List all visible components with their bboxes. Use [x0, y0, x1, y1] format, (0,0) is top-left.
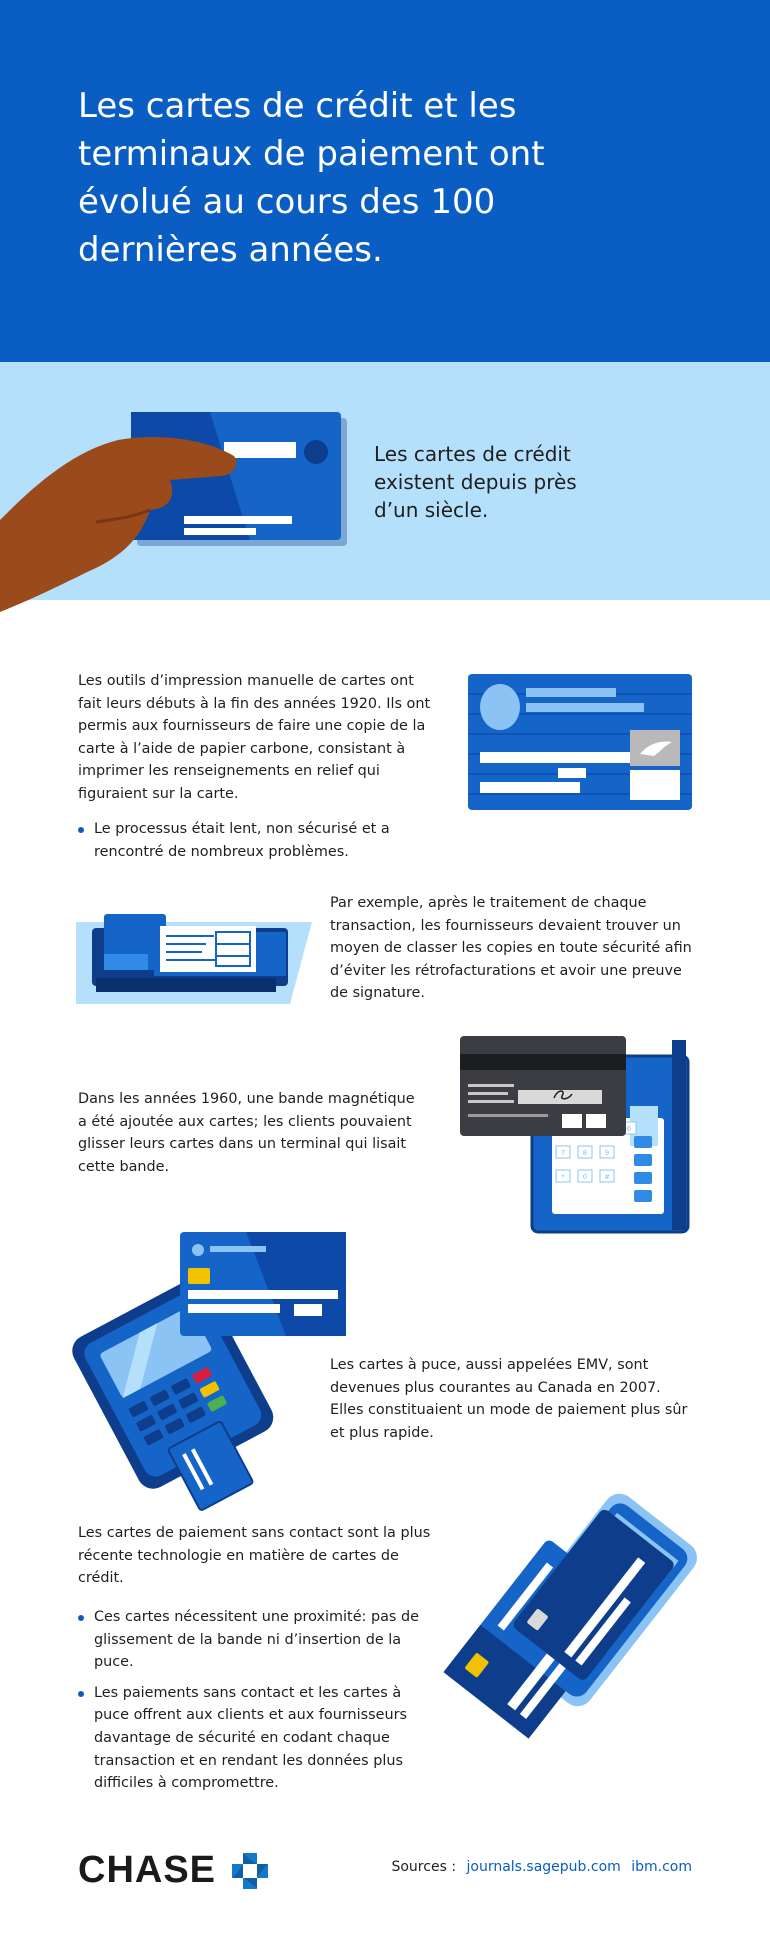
- section2-text: Par exemple, après le traitement de chaque transaction, les fournisseurs devaient trouver un moyen de classer les copies en toute sécurité afin d’éviter les rétrofacturations et avoir une preuve de signature.: [330, 895, 692, 1002]
- chase-octagon-logo-icon: [232, 1853, 268, 1889]
- sources: [391, 1859, 692, 1875]
- key-star: *: [561, 1173, 565, 1181]
- key-7: 7: [560, 1149, 566, 1157]
- section1-text: Les outils d’impression manuelle de cartes ont fait leurs débuts à la fin des années 1920. Ils ont permis aux fournisseurs de faire une copie de la carte à l’aide de papier carbone, consistant à imprimer les renseignements en relief qui figuraient sur la carte.: [78, 673, 431, 802]
- hero-banner: [0, 0, 770, 362]
- key-0: 0: [582, 1173, 588, 1181]
- section1-bullets: [78, 818, 398, 863]
- key-9: 9: [604, 1149, 610, 1157]
- sources-label: Sources :: [391, 1859, 457, 1875]
- embossed-card-illustration: [468, 674, 692, 810]
- hand-holding-card-illustration: [0, 400, 360, 620]
- section1-bullet: Le processus était lent, non sécurisé et a rencontré de nombreux problèmes.: [78, 818, 398, 863]
- section5-bullet-2: Les paiements sans contact et les cartes à puce offrent aux clients et aux fournisseurs davantage de sécurité en codant chaque transaction et en rendant les données plus difficiles à compromettre.: [78, 1682, 424, 1795]
- section5-text: Les cartes de paiement sans contact sont la plus récente technologie en matière de cartes de crédit.: [78, 1525, 431, 1587]
- manual-imprinter-illustration: [76, 894, 312, 1004]
- magstripe-card: [460, 1036, 626, 1136]
- section4-text: Les cartes à puce, aussi appelées EMV, sont devenues plus courantes au Canada en 2007. Elles constituaient un mode de paiement plus sûr et plus rapide.: [330, 1357, 688, 1441]
- source-link-sagepub[interactable]: journals.sagepub.com: [466, 1859, 621, 1875]
- source-link-ibm[interactable]: ibm.com: [631, 1859, 692, 1875]
- chase-logo-wordmark: CHASE: [78, 1849, 217, 1891]
- section5-bullet-1: Ces cartes nécessitent une proximité: pas de glissement de la bande ni d’insertion de la puce.: [78, 1606, 424, 1674]
- section5-bullets: [78, 1606, 424, 1795]
- contactless-phone-card-illustration: [430, 1496, 680, 1746]
- section3-text: Dans les années 1960, une bande magnétique a été ajoutée aux cartes; les clients pouvaient glisser leurs cartes dans un terminal qui lisait cette bande.: [78, 1091, 415, 1175]
- chip-card: [180, 1232, 346, 1336]
- chip-terminal-illustration: [76, 1232, 348, 1482]
- key-hash: #: [604, 1173, 610, 1181]
- key-8: 8: [582, 1149, 588, 1157]
- key-6: 6: [626, 1125, 632, 1133]
- swipe-terminal-illustration: [458, 1036, 694, 1236]
- intro-band-text: Les cartes de crédit existent depuis près d’un siècle.: [374, 442, 577, 522]
- hero-title: Les cartes de crédit et les terminaux de paiement ont évolué au cours des 100 dernières années.: [78, 86, 545, 270]
